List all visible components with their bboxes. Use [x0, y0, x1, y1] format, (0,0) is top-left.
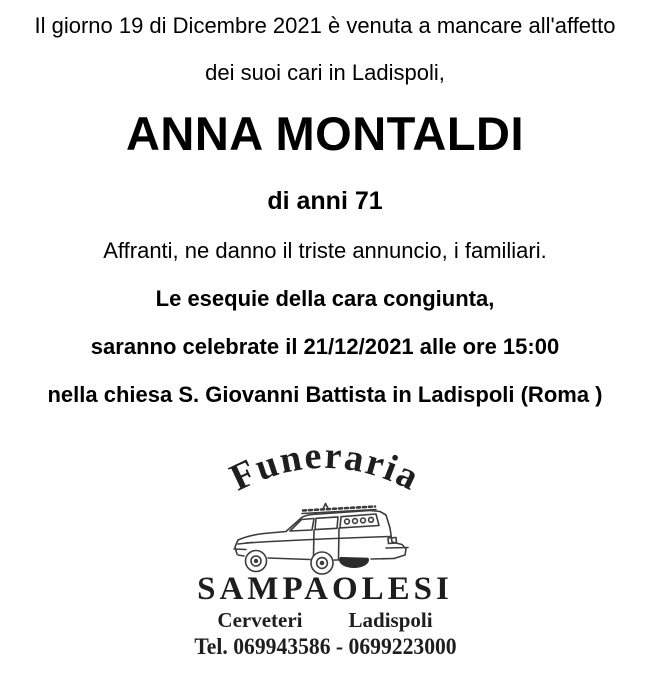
funeral-home-locations	[217, 609, 432, 631]
phone-line: Tel. 069943586 - 0699223000	[193, 634, 457, 659]
funeraria-arc-text: Funeraria	[223, 434, 427, 500]
deceased-name: ANNA MONTALDI	[125, 107, 525, 160]
funeral-line-1: Le esequie della cara congiunta,	[155, 286, 495, 311]
family-announcement-line: Affranti, ne danno il triste annuncio, i familiari.	[103, 238, 547, 263]
funeral-line-2: saranno celebrate il 21/12/2021 alle ore 15:00	[90, 334, 560, 359]
location-ladispoli: Ladispoli	[348, 608, 433, 632]
hearse-car-icon	[230, 498, 420, 578]
location-cerveteri: Cerveteri	[217, 608, 303, 632]
funeral-home-name: SAMPAOLESI	[197, 571, 453, 607]
funeral-line-3: nella chiesa S. Giovanni Battista in Ladispoli (Roma )	[47, 382, 603, 407]
funeral-home-logo	[160, 434, 490, 660]
svg-text:Funeraria	[224, 435, 427, 500]
age-line: di anni 71	[267, 187, 383, 215]
intro-line-2: dei suoi cari in Ladispoli,	[205, 60, 445, 85]
intro-line-1: Il giorno 19 di Dicembre 2021 è venuta a mancare all'affetto	[34, 13, 616, 38]
